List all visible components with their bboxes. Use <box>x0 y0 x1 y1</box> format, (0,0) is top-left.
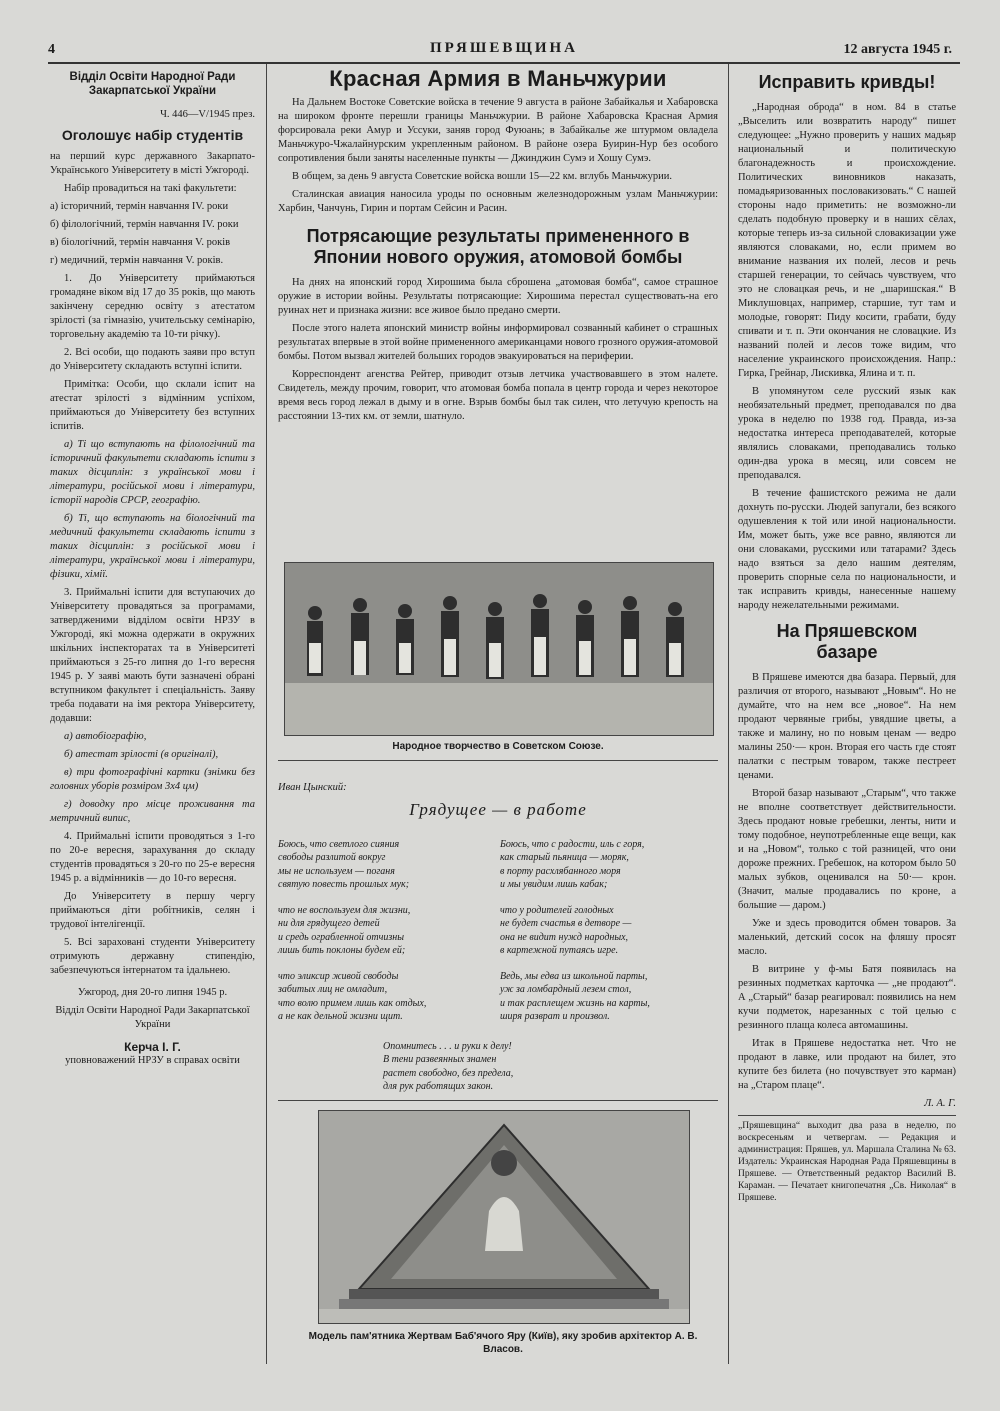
photo-caption: Модель пам'ятника Жертвам Баб'ячого Яру (Київ), яку зробив архітектор А. В. Власов. <box>308 1331 698 1355</box>
paragraph: 3. Приймальні іспити для вступаючих до Університету провадяться за програмами, затвердженими відділом освіти НРЗУ в Ужгороді, які можна одержати в окружних шкільних інспекторатах та в Університеті приймаються з 25-го липня до 1-го вересня 1945 р. У заяві мають бути зазначені обрані вступником факультет і спеціальність. Заяву треба подавати на імя ректора Університету, додавши: <box>50 587 255 724</box>
paragraph: 1. До Університету приймаються громадяне віком від 17 до 35 років, що мають закінчену середню освіту з атестатом зрілості (за гімназію, учительську семінарію, торговельну академію та 10-ти річку). <box>50 273 255 340</box>
paragraph: 2. Всі особи, що подають заяви про вступ до Університету складають вступні іспити. <box>50 347 255 372</box>
poem-stanza: Опомнитесь . . . и руки к делу! В тени развеянных знамен растет свободно, без предела, для рук работящих закон. <box>383 1041 514 1092</box>
poem-stanza: что у родителей голодных не будет счастья в детворе — она не видит нужд народных, в картежной путаясь игре. <box>500 905 632 956</box>
monument-illustration <box>319 1111 689 1323</box>
paragraph: Примітка: Особи, що склали іспит на атестат зрілості з відмінним успіхом, приймаються до Університету без вступних іспитів. <box>50 379 255 432</box>
paragraph: б) філологічний, термін навчання IV. роки <box>50 219 239 230</box>
signer-role: уповноважений НРЗУ в справах освіти <box>65 1055 240 1066</box>
photo-caption: Народное творчество в Советском Союзе. <box>392 741 604 752</box>
column-divider <box>728 64 729 1364</box>
issue-date: 12 августа 1945 г. <box>843 42 952 57</box>
article-title: Потрясающие результаты примененного в Японии нового оружия, атомовой бомбы <box>306 226 690 267</box>
page-header <box>48 40 960 62</box>
column-divider <box>266 64 267 1364</box>
paragraph: Корреспондент агенства Рейтер, приводит отзыв летчика участвовавшего в этом налете. Свидетель, между прочим, говорит, что атомовая бомба попала в центр города и через некоторое время весь город лежал в дыму и в огне. Взрыв бомбы был так силен, что летучую крепость на расстоянии 13-тих км. от земли, шатнуло. <box>278 369 718 422</box>
announcement-org-signature: Відділ Освіти Народної Ради Закарпатської України <box>55 1005 250 1030</box>
newspaper-name: ПРЯШЕВЩИНА <box>429 40 579 56</box>
section-rule <box>278 760 718 761</box>
paragraph: г) доводку про місце проживання та метричний випис, <box>50 799 255 824</box>
paragraph: на перший курс державного Закарпато-Українського Університету в місті Ужгороді. <box>50 151 255 176</box>
poem-stanza: что эликсир живой свободы забитых лиц не омладит, что волю примем лишь как отдых, а не как дельной жизни щит. <box>278 971 427 1022</box>
paragraph: Набір провадиться на такі факультети: <box>64 183 237 194</box>
announcement-org: Відділ Освіти Народної Ради Закарпатської України <box>69 71 236 97</box>
announcement-title: Оголошує набір студентів <box>61 127 244 143</box>
paragraph: 4. Приймальні іспити проводяться з 1-го по 20-е вересня, зарахування до складу студентів провадяться з 20-го по 25-е вересня 1945 р. а відмінників — до 10-го вересня. <box>50 831 255 884</box>
paragraph: В течение фашистского режима не дали дохнуть по-русски. Людей запугали, без всякого одушевления к той или иной национальности. Им, может быть, уже все равно, являются ли они словаками, русскими или татарами? Здесь надо взяться за дело нашим деятелям, проверить спорные села по национальности, и так исправить кривды, нанесенные нашему народу нежелательными режимами. <box>738 488 956 611</box>
paragraph: В общем, за день 9 августа Советские войска вошли 15—22 км. вглубь Маньчжурии. <box>292 171 673 182</box>
paragraph: В витрине у ф-мы Батя появилась на резинных подметках карточка — „не продают“. А „Старый“ базар реагировал: появились на нем кучи подметок, нарезанных с той целью с резинного плаща колеса автомашины. <box>738 964 956 1031</box>
paragraph: б) атестат зрілості (в оригіналі), <box>64 749 219 760</box>
poem-stanza: Боюсь, что светлого сияния свободы разлитой вокруг мы не используем — поганя святую повесть прошлых мук; <box>278 839 410 890</box>
paragraph: Сталинская авиация наносила уроды по основным железнодорожным узлам Маньчжурии: Харбин, Чанчунь, Гирин и портам Сейсин и Расин. <box>278 189 718 214</box>
announcement-ref: Ч. 446—V/1945 през. <box>160 109 255 120</box>
paragraph: До Університету в першу чергу приймаються діти робітників, селян і трудової інтелігенції. <box>50 891 255 930</box>
article-title: Красная Армия в Маньчжурии <box>329 66 667 91</box>
paragraph: В упомянутом селе русский язык как необязательный предмет, преподавался по два урока в неделю по 1938 год. Правда, из-за недостатка интереса преподавателей, которые являлись словаками, преподавались только один-два урока в месяц, или совсем не преподавался. <box>738 386 956 481</box>
header-rule <box>48 62 960 64</box>
poem-stanza: Ведь, мы едва из школьной парты, уж за ломбардный лезем стол, и так расплещем жизнь на карты, ширя разврат и произвол. <box>500 971 650 1022</box>
folk-dance-photo <box>284 562 714 736</box>
paragraph: в) три фотографічні картки (знімки без головних уборів розміром 3х4 цм) <box>50 767 255 792</box>
imprint: „Пряшевщина“ выходит два раза в неделю, по воскресеньям и четвергам. — Редакция и администрация: Пряшев, ул. Маршала Сталина № 63. Издатель: Украинская Народная Рада Пряшевщины в Пряшеве. — Ответственный редактор Василий В. Караман. — Печатает книгопечатня „Св. Николая“ в Пряшеве. <box>738 1121 956 1203</box>
monument-photo <box>318 1110 690 1324</box>
announcement-column <box>50 70 255 1068</box>
paragraph: а) Ті що вступають на філологічний та історичний факультети складають іспити з таких дісциплін: з української мови і літератури, російської мови і літератури, історії народів СРСР, географію. <box>50 439 255 506</box>
dancers-illustration <box>285 563 713 735</box>
signer-name: Керча І. Г. <box>124 1040 181 1054</box>
poem-title: Грядущее — в работе <box>409 800 587 819</box>
paragraph: Второй базар называют „Старым“, что также не вполне соответствует действительности. Здесь продают новые гребешки, ленты, нити и тому подобное, неупотребленные еще вещи, как и на „Новом“, только с той разницей, что они дороже прежних. Гребешок, на котором было 50 малых зубков, оценивался на 50·— крон. (Значит, малые продавались по кроне, а большие — даром.) <box>738 788 956 911</box>
paragraph: На днях на японский город Хирошима была сброшена „атомовая бомба“, самое страшное оружие в истории войны. Результаты потрясающие: Хирошима перестал существовать-на его руинах нет и признака жизни: все живое было предано смерти. <box>278 277 718 316</box>
paragraph: а) історичний, термін навчання IV. роки <box>50 201 229 212</box>
paragraph: а) автобіографію, <box>64 731 147 742</box>
paragraph: 5. Всі зараховані студенти Університету отримують державну стипендію, забезпечуються інтернатом та ідальнею. <box>50 937 255 976</box>
article-signature: Л. А. Г. <box>924 1098 956 1109</box>
article-title: На Пряшевском базаре <box>776 621 918 662</box>
poem-stanza: что не воспользуем для жизни, ни для грядущего детей и средь ограбленной отчизны лишь бить поклоны будем ей; <box>278 905 411 956</box>
paragraph: В Пряшеве имеются два базара. Первый, для различия от второго, называют „Новым“. Но не думайте, что на нем все „новое“. На нем продают червяные грибы, увядшие цветы, а также и малину, но по новым ценам — ведро малины 250·— крон. Вторая его часть где стоят палатки с пестрым товаром, также пестреет ценами. <box>738 672 956 781</box>
paragraph: „Народная оброда“ в ном. 84 в статье „Выселить или возвратить народу“ пишет следующее: „Нужно проверить у наших мадьяр национальный и политическую благонадежность и происхождение. Политических виновников наказать, помадьяризованных пословакизовать.“ С нашей стороны надо приметить: не возможно-ли сделать подобную проверку и в наших сёлах, которые теперь из-за сильной словакизации уже являются словаками, но, если примем во внимание названия их полей, лесов и речь старшей генерации, то сейчась чувствуем, что это не словацкая речь, и не „шаришская.“ В Миклушовцах, например, старшие, тут там и молодые, говорят: Пиду косити, грабати, буду спивати и т. п. Эти окончания не словацкие. Из названий полей и лесов тоже видим, что население украинского происхождения. Напр.: Гирка, Грейнар, Лискивка, Ялина и т. п. <box>738 102 956 379</box>
paragraph: б) Ті, що вступають на біологічний та медичний факультети складають іспити з таких дісциплін: з російської мови і літератури, української мови і літератури, фізики, хімії. <box>50 513 255 580</box>
paragraph: После этого налета японский министр войны информировал созванный кабинет о страшных результатах впервые в этой войне примененного американцами нового грозного оружия-атомовой бомбы. Потом вызвал жителей больших городов эвакуироваться на периферии. <box>278 323 718 362</box>
paragraph: Итак в Пряшеве недостатка нет. Что не продают в лавке, или продают на билет, это купите без билета (но почувствует это карман) на „Старом плаце“. <box>738 1038 956 1091</box>
paragraph: На Дальнем Востоке Советские войска в течение 9 августа в районе Забайкалья и Хабаровска на широком фронте перешли границы Маньчжурии. В районе Хабаровска Красная Армия форсировала реки Амур и Уссуки, заняв город Фуюань; в Забайкалье же штурмом овладела Маньчжуро-Чжалайнурским укрепленным районом. В районе озера Буирин-Нур без особого сопротивления были заняты населенные пункты — Джинджин Сумэ и Хошу Сумэ. <box>278 97 718 164</box>
article-title: Исправить кривды! <box>758 72 936 92</box>
section-rule <box>278 1100 718 1101</box>
poem-author: Иван Цынский: <box>278 782 347 793</box>
news-column <box>278 66 718 428</box>
paragraph: в) біологічний, термін навчання V. років <box>50 237 231 248</box>
place-date: Ужгород, дня 20-го липня 1945 р. <box>77 987 228 998</box>
poem-stanza: Боюсь, что с радости, иль с горя, как старый пьяница — моряк, в порту расхлябанного моря и мы увидим лишь кабак; <box>500 839 645 890</box>
page-number: 4 <box>48 42 55 57</box>
paragraph: г) медичний, термін навчання V. років. <box>50 255 224 266</box>
right-column <box>738 70 956 1204</box>
imprint-rule <box>738 1115 956 1116</box>
paragraph: Уже и здесь проводится обмен товаров. За маленький, детский сосок на фляшу просят масло. <box>738 918 956 957</box>
